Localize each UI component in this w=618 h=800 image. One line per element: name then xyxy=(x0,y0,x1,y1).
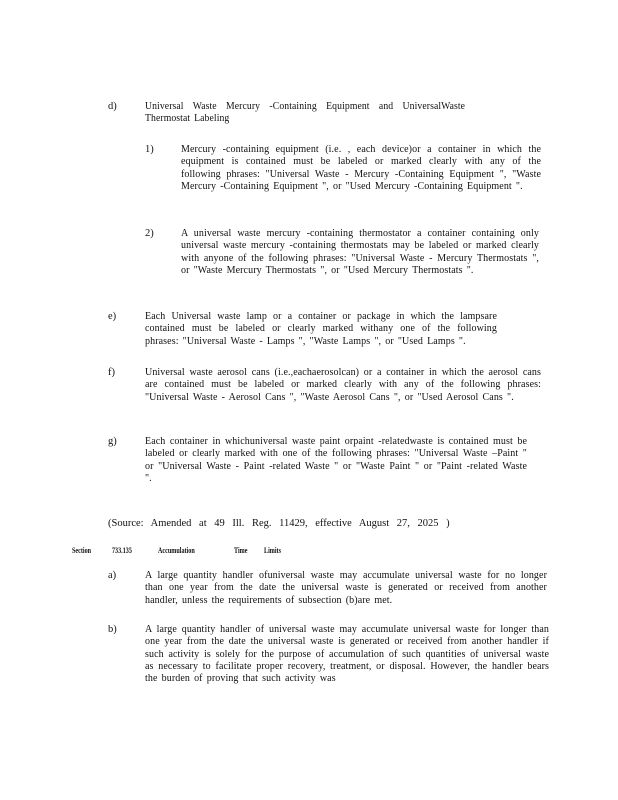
section-d-heading: Universal Waste Mercury -Containing Equipment and UniversalWaste Thermostat Labeling xyxy=(145,101,466,125)
section-title-word-2: Time xyxy=(234,545,248,555)
item-label-f: f) xyxy=(108,367,115,378)
section-f-text: Universal waste aerosol cans (i.e.,eachaerosolcan) or a container in which the aerosol cans are contained must be labeled or marked clearly with any of the following phrases: "Universal Waste - Aerosol Cans ", "Waste Aerosol Cans ", or "Used Aerosol Cans ". xyxy=(145,367,541,403)
section-d1-text: Mercury -containing equipment (i.e. , each device)or a container in which the equipment is contained must be labeled or marked clearly with any of the following phrases: "Universal Waste - Mercury -Containing Equipment ", "Waste Mercury -Containing Equipment ", or "Used Mercury -Containing Equipment ". xyxy=(181,144,541,192)
source-note: (Source: Amended at 49 Ill. Reg. 11429, effective August 27, 2025 ) xyxy=(108,518,450,529)
section-b-text: A large quantity handler of universal waste may accumulate universal waste for longer than one year from the date the universal waste is generated or received from another handler if such activity is solely for the purpose of accumulation of such quantities of universal waste as necessary to facilitate proper recovery, treatment, or disposal. However, the handler bears the burden of proving that such activity was xyxy=(145,624,549,685)
section-d2-text: A universal waste mercury -containing thermostator a container containing only universal waste mercury -containing thermostats may be labeled or marked clearly with anyone of the following phrases: "Universal Waste - Mercury Thermostats ", or "Waste Mercury Thermostats ", or "Used Mercury Thermostats ". xyxy=(181,228,539,276)
item-label-g: g) xyxy=(108,436,117,447)
section-title-word-3: Limits xyxy=(264,545,282,555)
subitem-label-d2: 2) xyxy=(145,228,154,239)
item-label-a: a) xyxy=(108,570,117,581)
item-label-b: b) xyxy=(108,624,117,635)
section-a-text: A large quantity handler ofuniversal waste may accumulate universal waste for no longer than one year from the date the universal waste is generated or received from another handler, unless the requirements of subsection (b)are met. xyxy=(145,570,547,606)
item-label-d: d) xyxy=(108,101,117,112)
section-g-text: Each container in whichuniversal waste paint orpaint -relatedwaste is contained must be labeled or clearly marked with one of the following phrases: "Universal Waste –Paint " or "Universal Waste - Paint -related Waste " or "Waste Paint " or "Paint -related Waste ". xyxy=(145,436,527,484)
section-word: Section xyxy=(72,545,92,555)
section-e-text: Each Universal waste lamp or a container or package in which the lampsare contained must be labeled or clearly marked withany one of the following phrases: "Universal Waste - Lamps ", "Waste Lamps ", or "Used Lamps ". xyxy=(145,311,497,347)
subitem-label-d1: 1) xyxy=(145,144,154,155)
section-number: 733.135 xyxy=(112,545,132,555)
item-label-e: e) xyxy=(108,311,117,322)
section-title-word-1: Accumulation xyxy=(158,545,195,555)
